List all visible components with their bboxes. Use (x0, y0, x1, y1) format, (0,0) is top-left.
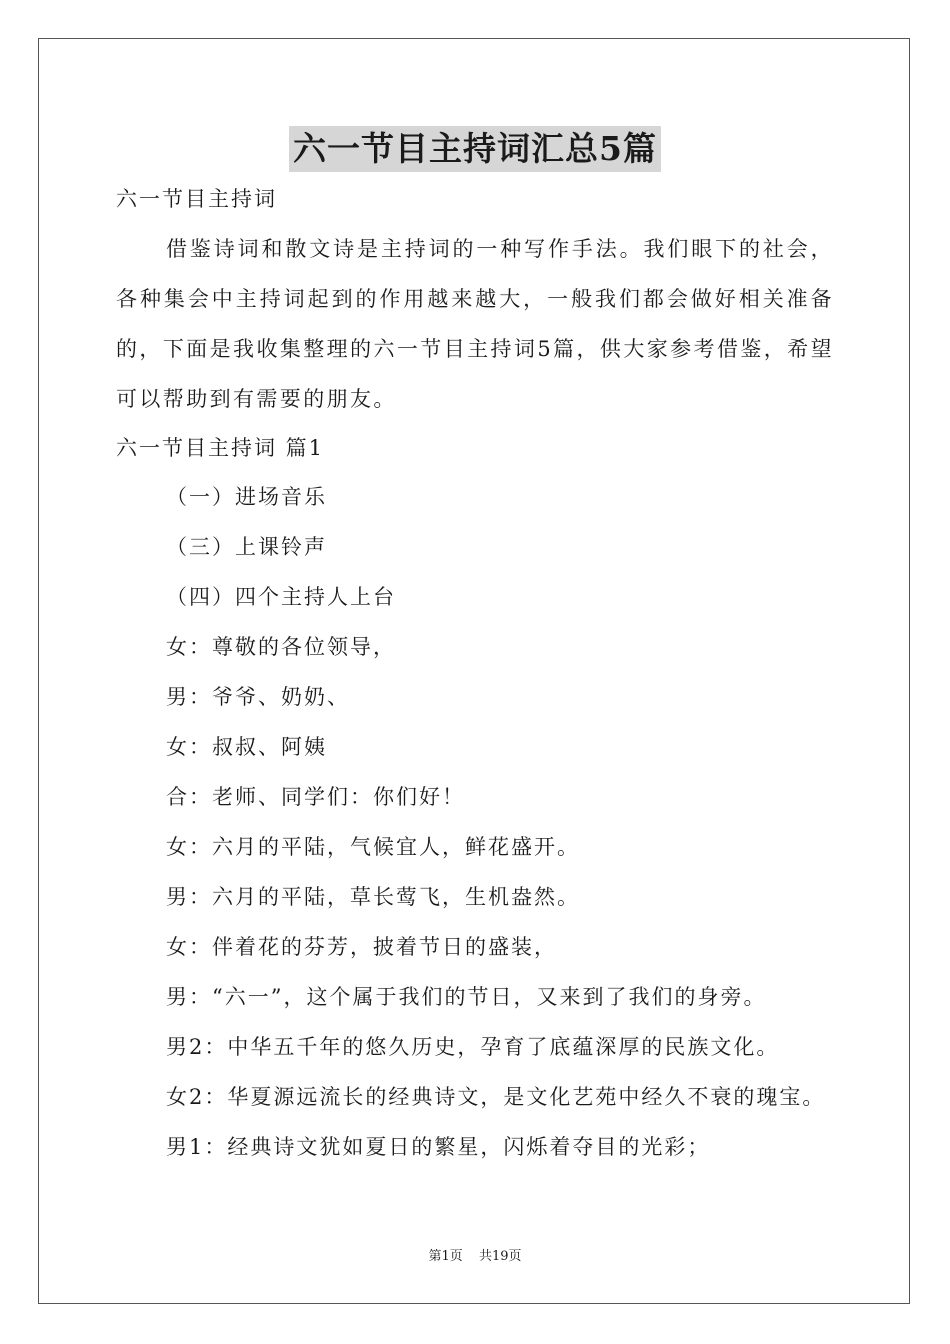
script-line: （四）四个主持人上台 (166, 585, 396, 609)
script-line: 男1：经典诗文犹如夏日的繁星，闪烁着夺目的光彩； (166, 1135, 711, 1159)
script-line: （三）上课铃声 (166, 535, 327, 559)
page-total: 共19页 (478, 1249, 522, 1264)
script-line: 合：老师、同学们：你们好！ (166, 785, 465, 809)
script-line: 女：伴着花的芬芳，披着节日的盛装， (166, 935, 557, 959)
script-line: 男：六月的平陆，草长莺飞，生机盎然。 (166, 885, 580, 909)
script-line: 女：六月的平陆，气候宜人，鲜花盛开。 (166, 835, 580, 859)
script-line: 女：叔叔、阿姨 (166, 735, 327, 759)
document-heading: 六一节目主持词 (116, 187, 277, 211)
section-heading: 六一节目主持词 篇1 (116, 436, 325, 460)
script-line: 男2：中华五千年的悠久历史，孕育了底蕴深厚的民族文化。 (166, 1035, 780, 1059)
script-line: 女：尊敬的各位领导， (166, 635, 396, 659)
page-footer (0, 1248, 950, 1266)
intro-paragraph: 借鉴诗词和散文诗是主持词的一种写作手法。我们眼下的社会，各种集会中主持词起到的作用越来越大，一般我们都会做好相关准备的，下面是我收集整理的六一节目主持词5篇，供大家参考借鉴，希望可以帮助到有需要的朋友。 (116, 237, 834, 411)
document-title: 六一节目主持词汇总5篇 (289, 126, 661, 172)
script-line: 男：爷爷、奶奶、 (166, 685, 350, 709)
page-number: 第1页 (428, 1249, 463, 1264)
script-line: （一）进场音乐 (166, 485, 327, 509)
script-line: 男：“六一”，这个属于我们的节日，又来到了我们的身旁。 (166, 985, 767, 1009)
title-container (0, 126, 950, 172)
script-line: 女2：华夏源远流长的经典诗文，是文化艺苑中经久不衰的瑰宝。 (166, 1085, 826, 1109)
